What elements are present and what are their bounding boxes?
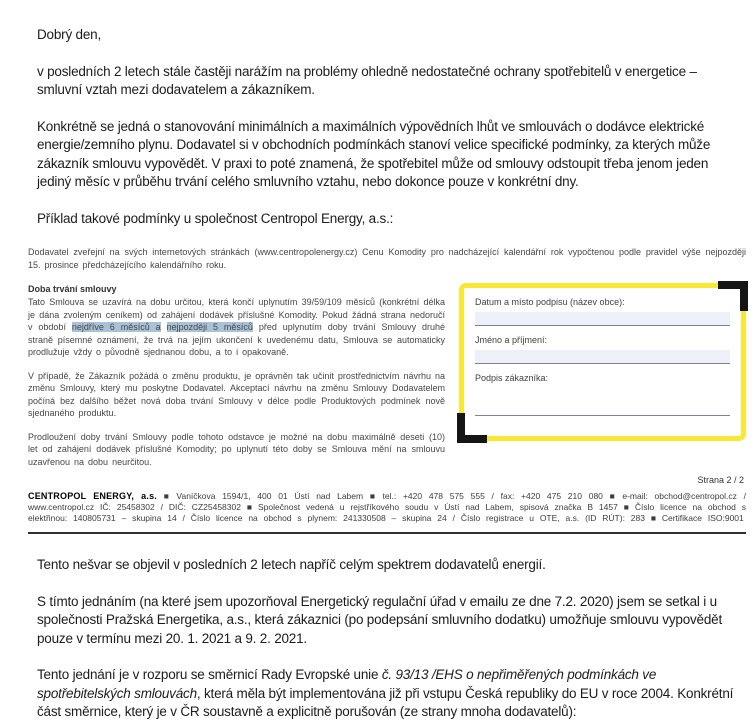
contract-price-publication-paragraph: Dodavatel zveřejní na svých internetových stránkách (www.centropolenergy.cz) Cenu Komodity pro nadcházející kalendářní rok vypočtenou podle pravidel výše nejpozději 15. prosince předcházejícího kalendářního roku. [28, 247, 746, 270]
paragraph-example-label: Příklad takové podmínky u společnost Centropol Energy, a.s.: [37, 210, 394, 226]
contract-section-heading: Doba trvání smlouvy [28, 284, 117, 294]
name-label: Jméno a příjmení: [475, 335, 548, 345]
duration-text-end: před uplynutím doby trvání Smlouvy druhé straně písemné oznámení, že trvá na jejím ukončení k uvedenému datu, Smlouva se automaticky prodlužuje vždy o původně sjednanou dobu, a to i opakovaně. [28, 322, 445, 357]
highlight-gap [161, 322, 167, 332]
contract-columns [28, 283, 746, 468]
contract-footer-company-name: CENTROPOL ENERGY, a.s. [28, 491, 157, 501]
contract-footer [28, 491, 746, 534]
signature-form-highlight-box [459, 283, 746, 441]
paragraph-eu-directive [37, 666, 734, 722]
contract-extension-paragraph: Prodloužení doby trvání Smlouvy podle tohoto odstavce je možné na dobu maximálně deseti (10) let od zahájení dodávek příslušné Komodity; po uplynutí této doby se Smlouva mění na smlouvu uzavřenou na dobu neurčitou. [28, 431, 445, 467]
paragraph-pre-example: S tímto jednáním (na které jsem upozorňoval Energetický regulační úřad v emailu ze dne 7.2. 2020) jsem se setkal i u společnosti Pražská Energetika, a.s., která zákaznici (po podepsání smluvního dodatku) umožňuje smlouvu vypovědět pouze v termínu mezi 20. 1. 2021 a 9. 2. 2021. [37, 593, 723, 646]
signature-line [475, 415, 730, 416]
corner-mark-bottom-left-icon [457, 413, 487, 443]
signature-field [475, 373, 730, 416]
paragraph-intro: v posledních 2 letech stále častěji narážím na problémy ohledně nedostatečné ochrany spotřebitelů v energetice – smluvní vztah mezi dodavatelem a zákazníkem. [37, 63, 697, 97]
date-place-field [475, 297, 730, 326]
directive-text-end: , která měla být implementována již při vstupu Česká republiky do EU v roce 2004. Konkrétní část směrnice, který je v ČR soustavně a explicitně porušován (ze strany mnoha dodavatelů): [37, 685, 734, 719]
directive-text-start: Tento jednání je v rozporu se směrnicí Rady Evropské unie [37, 667, 382, 682]
highlighted-earliest-notice: nejdříve 6 měsíců a [71, 322, 161, 332]
signature-blank-space [475, 384, 730, 415]
contract-duration-paragraph [28, 296, 445, 359]
name-input [475, 350, 730, 364]
signature-label: Podpis zákazníka: [475, 373, 549, 383]
corner-mark-top-right-icon [718, 281, 748, 311]
duration-text-start: Tato Smlouva se uzavírá na dobu určitou, která končí uplynutím 39/59/109 měsíců (konkrétní délka je dána zvoleným ceníkem) od zahájení dodávek příslušné Komodity. Pokud žádná strana nedoručí v období [28, 297, 445, 332]
date-place-label: Datum a místo podpisu (název obce): [475, 297, 625, 307]
contract-terms-column [28, 283, 445, 468]
signature-box-area [459, 283, 746, 468]
contract-product-change-paragraph: V případě, že Zákazník požádá o změnu produktu, je oprávněn tak učinit prostřednictvím návrhu na změnu Smlouvy, který mu poskytne Dodavatel. Akceptací návrhu na změnu Smlouvy Dodavatelem počíná bez dalšího běžet nová doba trvání Smlouvy v délce podle Produktových podmínek nově sjednaného produktu. [28, 370, 445, 418]
contract-footer-details: ■ Vaníčkova 1594/1, 400 01 Ústí nad Labem ■ tel.: +420 478 575 555 / fax: +420 475 210 080 ■ e-mail: obchod@centropol.cz / www.centropol.cz IČ: 25458302 / DIČ: CZ25458302 ■ Společnost vedená u rejstříkového soudu v Ústí nad Labem, spisová značka B 1457 ■ Číslo licence na obchod s elektřinou: 140805731 – skupina 14 / Číslo licence na obchod s plynem: 241330508 – skupina 24 / Číslo registrace u OTE, a.s. (ID RÚT): 283 ■ Certifikace ISO:9001 [28, 491, 746, 523]
directive-title-italic: č. 93/13 /EHS o nepřiměřených podmínkách ve spotřebitelských smlouvách [37, 667, 657, 701]
greeting: Dobrý den, [37, 27, 102, 42]
highlighted-latest-notice: nejpozději 5 měsíců [166, 322, 253, 332]
date-place-input [475, 312, 730, 326]
embedded-contract-screenshot [28, 246, 746, 534]
name-field [475, 335, 730, 364]
paragraph-trend: Tento nešvar se objevil v posledních 2 letech napříč celým spektrem dodavatelů energií. [37, 557, 546, 572]
contract-page-number: Strana 2 / 2 [697, 475, 744, 485]
paragraph-detail: Konkrétně se jedná o stanovování minimálních a maximálních výpovědních lhůt ve smlouvách o dodávce elektrické energie/zemního plynu. Dodavatel si v obchodních podmínkách stanoví velice specifické podmínky, za kterých může zákazník smlouvu vypovědět. V praxi to poté znamená, že spotřebitel může od smlouvy odstoupit třeba jenom jeden jediný měsíc v průběhu trvání celého smluvního vztahu, nebo dokonce pouze v konkrétní dny. [37, 118, 711, 189]
